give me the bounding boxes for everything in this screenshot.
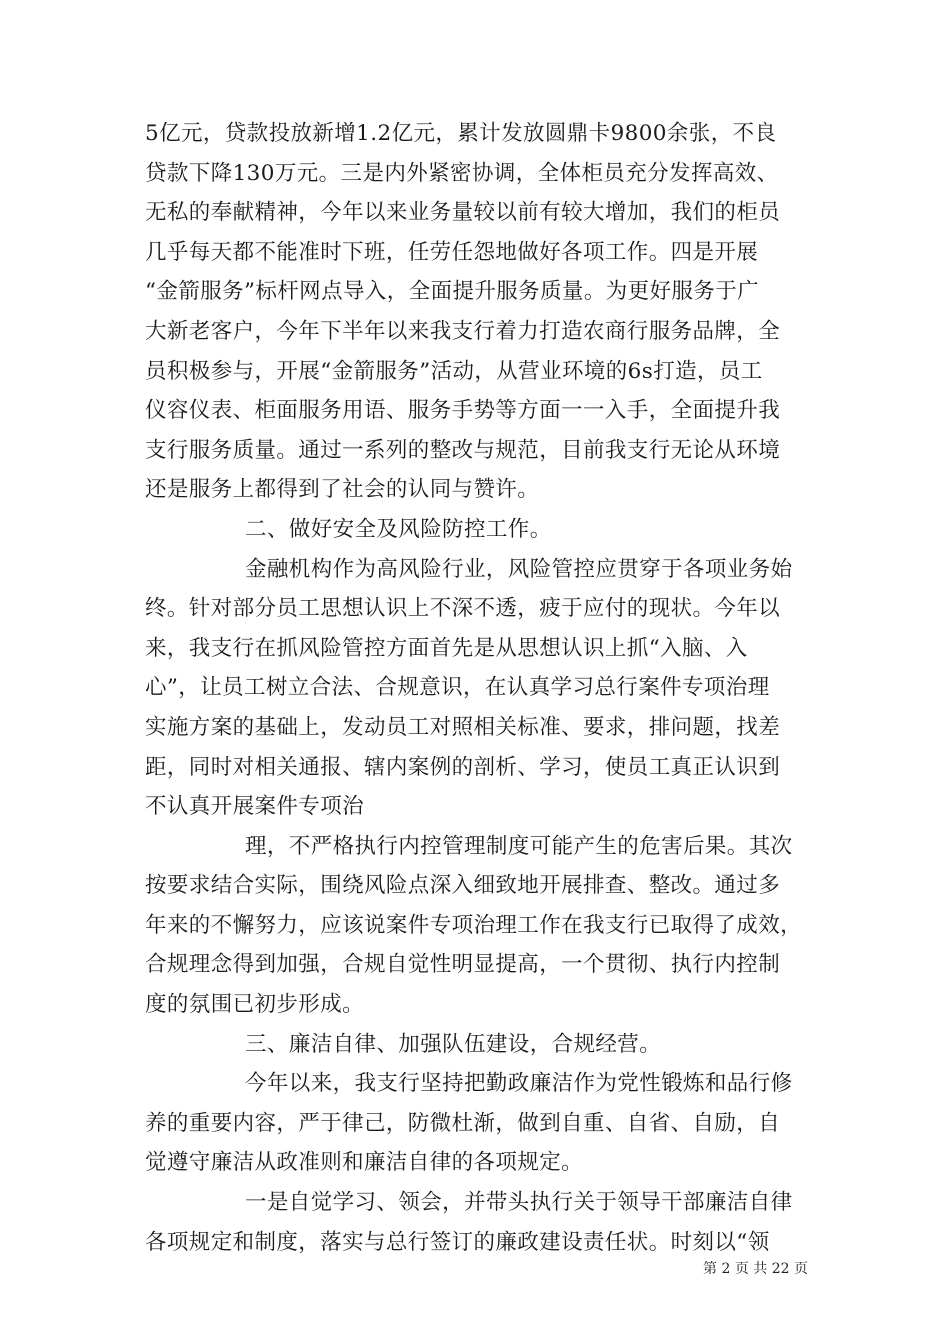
document-body [145, 114, 813, 1262]
text-line: 终。针对部分员工思想认识上不深不透，疲于应付的现状。今年以 [145, 596, 781, 622]
text-line: 5亿元，贷款投放新增1.2亿元，累计发放圆鼎卡9800余张，不良 [145, 121, 777, 146]
text-line: 心”，让员工树立合法、合规意识，在认真学习总行案件专项治理 [145, 675, 770, 701]
text-line: 三、廉洁自律、加强队伍建设，合规经营。 [245, 1031, 662, 1057]
text-line: 觉遵守廉洁从政准则和廉洁自律的各项规定。 [145, 1150, 584, 1176]
text-line: 仪容仪表、柜面服务用语、服务手势等方面一一入手，全面提升我 [145, 398, 781, 424]
text-line: 来，我支行在抓风险管控方面首先是从思想认识上抓“入脑、入 [145, 635, 748, 661]
text-line: 实施方案的基础上，发动员工对照相关标准、要求，排问题，找差 [145, 714, 781, 740]
text-line: 二、做好安全及风险防控工作。 [245, 516, 552, 542]
text-line: 无私的奉献精神，今年以来业务量较以前有较大增加，我们的柜员 [145, 200, 781, 226]
text-line: 距，同时对相关通报、辖内案例的剖析、学习，使员工真正认识到 [145, 754, 781, 780]
text-line: 年来的不懈努力，应该说案件专项治理工作在我支行已取得了成效， [145, 912, 803, 938]
text-line: 按要求结合实际，围绕风险点深入细致地开展排查、整改。通过多 [145, 873, 781, 899]
text-line: 贷款下降130万元。三是内外紧密协调，全体柜员充分发挥高效、 [145, 160, 779, 186]
text-line: 大新老客户，今年下半年以来我支行着力打造农商行服务品牌，全 [145, 318, 781, 344]
text-line: “金箭服务”标杆网点导入，全面提升服务质量。为更好服务于广 [145, 279, 760, 305]
text-line: 支行服务质量。通过一系列的整改与规范，目前我支行无论从环境 [145, 437, 781, 463]
text-line: 各项规定和制度，落实与总行签订的廉政建设责任状。时刻以“领 [145, 1229, 770, 1255]
text-line: 还是服务上都得到了社会的认同与赞许。 [145, 477, 540, 503]
page-footer: 第 2 页 共 22 页 [703, 1261, 808, 1277]
text-line: 金融机构作为高风险行业，风险管控应贯穿于各项业务始 [245, 556, 793, 582]
text-line: 养的重要内容，严于律己，防微杜渐，做到自重、自省、自励，自 [145, 1110, 781, 1136]
text-line: 员积极参与，开展“金箭服务”活动，从营业环境的6s打造，员工 [145, 358, 763, 384]
text-line: 一是自觉学习、领会，并带头执行关于领导干部廉洁自律 [245, 1190, 793, 1216]
text-line: 不认真开展案件专项治 [145, 794, 365, 820]
text-line: 合规理念得到加强，合规自觉性明显提高，一个贯彻、执行内控制 [145, 952, 781, 978]
text-line: 度的氛围已初步形成。 [145, 992, 365, 1018]
text-line: 理，不严格执行内控管理制度可能产生的危害后果。其次 [245, 833, 793, 859]
text-line: 今年以来，我支行坚持把勤政廉洁作为党性锻炼和品行修 [245, 1071, 793, 1097]
text-line: 几乎每天都不能准时下班，任劳任怨地做好各项工作。四是开展 [145, 239, 759, 265]
